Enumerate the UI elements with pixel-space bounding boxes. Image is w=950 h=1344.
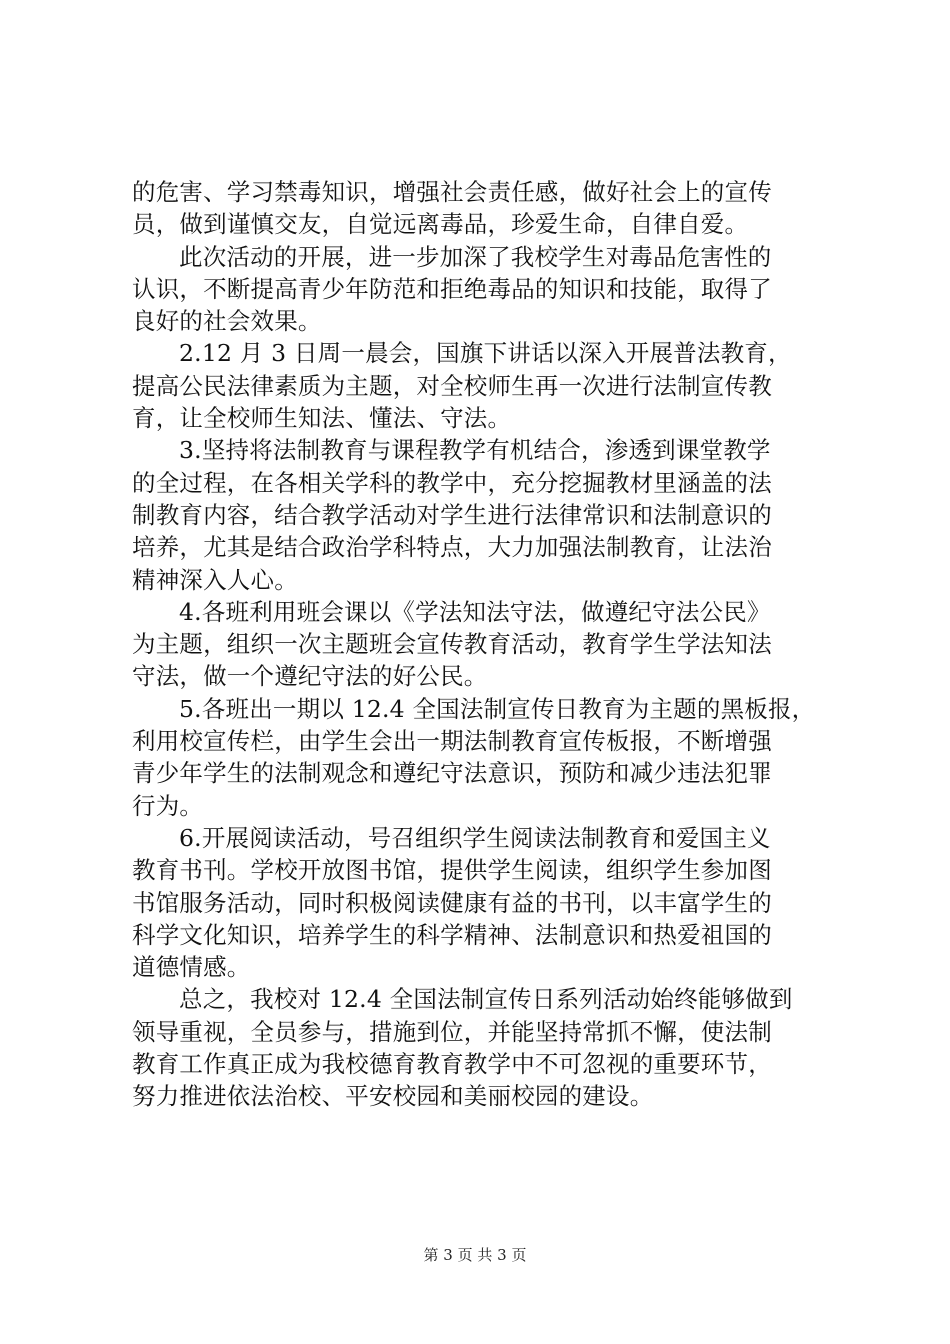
text-line: 为主题，组织一次主题班会宣传教育活动，教育学生学法知法 xyxy=(132,630,772,659)
text-line: 培养，尤其是结合政治学科特点，大力加强法制教育，让法治 xyxy=(132,533,772,562)
paragraph-item-5 xyxy=(132,693,832,822)
text-line: 领导重视，全员参与，措施到位，并能坚持常抓不懈，使法制 xyxy=(132,1017,772,1046)
text-line: 员，做到谨慎交友，自觉远离毒品，珍爱生命，自律自爱。 xyxy=(132,210,749,239)
text-line: 努力推进依法治校、平安校园和美丽校园的建设。 xyxy=(132,1082,654,1111)
text-line: 提高公民法律素质为主题，对全校师生再一次进行法制宣传教 xyxy=(132,371,772,400)
text-line: 6.开展阅读活动，号召组织学生阅读法制教育和爱国主义 xyxy=(179,823,771,852)
text-line: 利用校宣传栏，由学生会出一期法制教育宣传板报，不断增强 xyxy=(132,727,772,756)
text-line: 认识，不断提高青少年防范和拒绝毒品的知识和技能，取得了 xyxy=(132,274,772,303)
text-line: 良好的社会效果。 xyxy=(132,307,322,336)
text-line: 守法，做一个遵纪守法的好公民。 xyxy=(132,662,488,691)
paragraph-item-2 xyxy=(132,337,832,434)
text-line: 道德情感。 xyxy=(132,953,251,982)
paragraph-conclusion xyxy=(132,983,832,1112)
text-line: 育，让全校师生知法、懂法、守法。 xyxy=(132,404,512,433)
paragraph-item-3 xyxy=(132,434,832,595)
text-line: 2.12 月 3 日周一晨会，国旗下讲话以深入开展普法教育， xyxy=(179,339,792,368)
page-number-label: 第 3 页 共 3 页 xyxy=(423,1246,527,1264)
text-line: 的危害、学习禁毒知识，增强社会责任感，做好社会上的宣传 xyxy=(132,178,772,206)
document-body xyxy=(132,176,832,1113)
text-line: 教育工作真正成为我校德育教育教学中不可忽视的重要环节， xyxy=(132,1050,772,1079)
text-line: 4.各班利用班会课以《学法知法守法，做遵纪守法公民》 xyxy=(179,597,771,626)
paragraph-summary-activity xyxy=(132,241,832,338)
paragraph-item-6 xyxy=(132,822,832,983)
text-line: 青少年学生的法制观念和遵纪守法意识，预防和减少违法犯罪 xyxy=(132,759,772,788)
page-footer xyxy=(0,1244,950,1265)
text-line: 制教育内容，结合教学活动对学生进行法律常识和法制意识的 xyxy=(132,500,772,529)
text-line: 5.各班出一期以 12.4 全国法制宣传日教育为主题的黑板报， xyxy=(179,694,816,723)
text-line: 行为。 xyxy=(132,791,204,820)
paragraph-continuation xyxy=(132,176,832,241)
text-line: 总之，我校对 12.4 全国法制宣传日系列活动始终能够做到 xyxy=(179,985,793,1014)
text-line: 书馆服务活动，同时积极阅读健康有益的书刊，以丰富学生的 xyxy=(132,888,772,917)
text-line: 的全过程，在各相关学科的教学中，充分挖掘教材里涵盖的法 xyxy=(132,468,772,497)
text-line: 3.坚持将法制教育与课程教学有机结合，渗透到课堂教学 xyxy=(179,436,771,465)
text-line: 精神深入人心。 xyxy=(132,565,298,594)
paragraph-item-4 xyxy=(132,596,832,693)
text-line: 此次活动的开展，进一步加深了我校学生对毒品危害性的 xyxy=(179,242,772,271)
text-line: 科学文化知识，培养学生的科学精神、法制意识和热爱祖国的 xyxy=(132,920,772,949)
text-line: 教育书刊。学校开放图书馆，提供学生阅读，组织学生参加图 xyxy=(132,856,772,885)
